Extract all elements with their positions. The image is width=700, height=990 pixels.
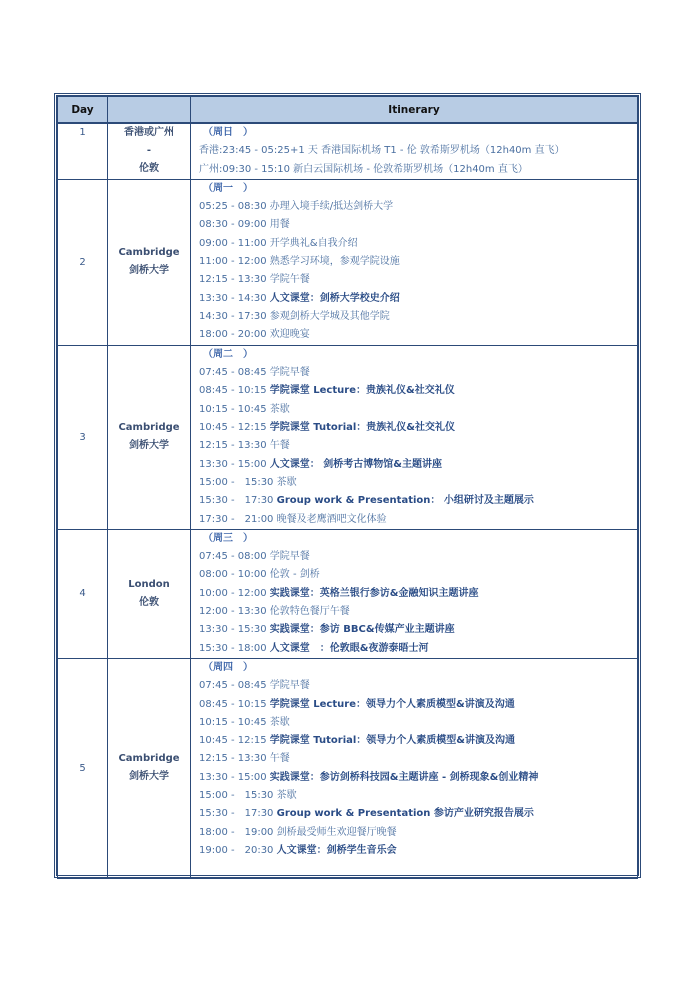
schedule-item	[199, 640, 631, 658]
schedule-time: 08:45 - 10:15	[199, 698, 267, 710]
schedule-time: 08:00 - 10:00	[199, 569, 267, 581]
schedule-item	[199, 271, 631, 289]
schedule-item	[199, 750, 631, 768]
weekday-label: （周三 ）	[203, 532, 253, 544]
schedule-time: 19:00 - 20:30	[199, 844, 274, 856]
schedule-item	[199, 216, 631, 234]
schedule-activity: Group work & Presentation： 小组研讨及主题展示	[276, 495, 534, 507]
schedule-item	[199, 566, 631, 584]
schedule-item	[199, 235, 631, 253]
location-line: 剑桥大学	[129, 265, 169, 277]
schedule-activity: 学院课堂 Tutorial：领导力个人素质模型&讲演及沟通	[269, 735, 516, 747]
day-itinerary	[191, 345, 638, 529]
day-itinerary	[191, 179, 638, 345]
schedule-time: 10:45 - 12:15	[199, 422, 267, 434]
itinerary-table	[57, 96, 638, 879]
schedule-time: 15:00 - 15:30	[199, 476, 274, 488]
schedule-time: 17:30 - 21:00	[199, 513, 274, 525]
schedule-item	[199, 824, 631, 842]
schedule-activity: 茶歇	[276, 790, 297, 802]
schedule-time: 07:45 - 08:45	[199, 680, 267, 692]
schedule-time: 15:00 - 15:30	[199, 790, 274, 802]
schedule-item	[199, 511, 631, 529]
schedule-activity: 学院课堂 Tutorial：贵族礼仪&社交礼仪	[269, 422, 456, 434]
schedule-activity: 办理入境手续/抵达剑桥大学	[269, 201, 394, 213]
schedule-time: 07:45 - 08:00	[199, 551, 267, 563]
schedule-item	[199, 456, 631, 474]
table-row	[58, 345, 638, 529]
location-line: 伦敦	[139, 596, 159, 608]
location-line: 剑桥大学	[129, 440, 169, 452]
schedule-time: 07:45 - 08:45	[199, 367, 267, 379]
schedule-item	[199, 732, 631, 750]
schedule-time: 11:00 - 12:00	[199, 256, 267, 268]
header-place	[108, 97, 191, 124]
day-location	[108, 345, 191, 529]
day-location	[108, 179, 191, 345]
schedule-time: 10:15 - 10:45	[199, 716, 267, 728]
schedule-activity: 伦敦 - 剑桥	[269, 569, 320, 581]
schedule-time: 09:00 - 11:00	[199, 237, 267, 249]
location-line: Cambridge	[118, 753, 180, 765]
schedule-time: 13:30 - 15:00	[199, 458, 267, 470]
header-day: Day	[58, 97, 108, 124]
location-line: -	[146, 145, 152, 157]
schedule-activity: 人文课堂：剑桥学生音乐会	[276, 844, 397, 856]
schedule-item	[199, 364, 631, 382]
schedule-time: 08:30 - 09:00	[199, 219, 267, 231]
schedule-activity: 学院早餐	[269, 367, 310, 379]
schedule-time: 05:25 - 08:30	[199, 201, 267, 213]
schedule-activity: 茶歇	[269, 716, 290, 728]
schedule-item	[199, 677, 631, 695]
schedule-activity: 茶歇	[276, 476, 297, 488]
schedule-time: 广州:09:30 - 15:10	[199, 163, 290, 175]
schedule-activity: 学院早餐	[269, 680, 310, 692]
day-number: 2	[58, 179, 108, 345]
table-row	[58, 658, 638, 878]
location-line: Cambridge	[118, 422, 180, 434]
schedule-time: 香港:23:45 - 05:25+1 天	[199, 145, 318, 157]
schedule-time: 13:30 - 15:30	[199, 624, 267, 636]
schedule-time: 15:30 - 17:30	[199, 808, 274, 820]
schedule-item	[199, 492, 631, 510]
schedule-time: 18:00 - 20:00	[199, 329, 267, 341]
schedule-item	[199, 198, 631, 216]
schedule-activity: 实践课堂：参访剑桥科技园&主题讲座 - 剑桥现象&创业精神	[269, 771, 539, 783]
day-itinerary	[191, 529, 638, 658]
schedule-activity: 熟悉学习环境，参观学院设施	[269, 256, 400, 268]
schedule-item	[199, 437, 631, 455]
schedule-item	[199, 585, 631, 603]
schedule-activity: 学院课堂 Lecture：贵族礼仪&社交礼仪	[269, 385, 455, 397]
weekday-label: （周二 ）	[203, 348, 253, 360]
location-line: 伦敦	[139, 163, 159, 175]
schedule-item	[199, 161, 631, 179]
day-number: 4	[58, 529, 108, 658]
schedule-activity: 人文课堂：剑桥大学校史介绍	[269, 292, 400, 304]
schedule-activity: 学院午餐	[269, 274, 310, 286]
schedule-activity: 学院早餐	[269, 551, 310, 563]
schedule-item	[199, 419, 631, 437]
schedule-time: 13:30 - 14:30	[199, 292, 267, 304]
schedule-activity: 人文课堂 ：伦敦眼&夜游泰晤士河	[269, 642, 429, 654]
schedule-item	[199, 253, 631, 271]
itinerary-table-frame	[54, 93, 641, 878]
schedule-time: 13:30 - 15:00	[199, 771, 267, 783]
day-itinerary	[191, 123, 638, 179]
schedule-time: 15:30 - 18:00	[199, 642, 267, 654]
schedule-item	[199, 474, 631, 492]
location-line: 香港或广州	[124, 127, 174, 139]
schedule-time: 12:00 - 13:30	[199, 606, 267, 618]
weekday-label: （周日 ）	[203, 127, 253, 138]
schedule-activity: 茶歇	[269, 403, 290, 415]
schedule-item	[199, 621, 631, 639]
schedule-activity: Group work & Presentation 参访产业研究报告展示	[276, 808, 534, 820]
schedule-activity: 欢迎晚宴	[269, 329, 310, 341]
schedule-item	[199, 326, 631, 344]
schedule-item	[199, 142, 631, 160]
weekday-label: （周四 ）	[203, 661, 253, 673]
header-itinerary: Itinerary	[191, 97, 638, 124]
schedule-item	[199, 603, 631, 621]
schedule-item	[199, 696, 631, 714]
day-location	[108, 123, 191, 179]
schedule-item	[199, 714, 631, 732]
schedule-time: 14:30 - 17:30	[199, 310, 267, 322]
schedule-activity: 伦敦特色餐厅午餐	[269, 606, 350, 618]
schedule-time: 12:15 - 13:30	[199, 440, 267, 452]
schedule-item	[199, 548, 631, 566]
schedule-item	[199, 842, 631, 860]
schedule-activity: 晚餐及老鹰酒吧文化体验	[276, 513, 387, 525]
day-itinerary	[191, 658, 638, 878]
schedule-time: 10:15 - 10:45	[199, 403, 267, 415]
schedule-activity: 人文课堂： 剑桥考古博物馆&主题讲座	[269, 458, 442, 470]
location-line: London	[128, 578, 170, 590]
day-location	[108, 658, 191, 878]
schedule-item	[199, 290, 631, 308]
schedule-activity: 参观剑桥大学城及其他学院	[269, 310, 390, 322]
schedule-activity: 剑桥最受师生欢迎餐厅晚餐	[276, 826, 397, 838]
day-number: 1	[58, 123, 108, 179]
schedule-time: 12:15 - 13:30	[199, 753, 267, 765]
schedule-item	[199, 787, 631, 805]
schedule-time: 08:45 - 10:15	[199, 385, 267, 397]
schedule-activity: 实践课堂：参访 BBC&传媒产业主题讲座	[269, 624, 455, 636]
schedule-activity: 午餐	[269, 753, 290, 765]
schedule-time: 15:30 - 17:30	[199, 495, 274, 507]
schedule-item	[199, 805, 631, 823]
location-line: Cambridge	[118, 247, 180, 259]
table-row	[58, 529, 638, 658]
day-location	[108, 529, 191, 658]
schedule-activity: 香港国际机场 T1 - 伦 敦希斯罗机场（12h40m 直飞）	[321, 145, 565, 157]
schedule-activity: 开学典礼&自我介绍	[269, 237, 358, 249]
schedule-time: 10:00 - 12:00	[199, 587, 267, 599]
day-number: 5	[58, 658, 108, 878]
schedule-item	[199, 382, 631, 400]
schedule-item	[199, 401, 631, 419]
schedule-activity: 新白云国际机场 - 伦敦希斯罗机场（12h40m 直飞）	[293, 163, 528, 175]
schedule-time: 10:45 - 12:15	[199, 735, 267, 747]
schedule-time: 18:00 - 19:00	[199, 826, 274, 838]
schedule-time: 12:15 - 13:30	[199, 274, 267, 286]
table-row	[58, 123, 638, 179]
schedule-item	[199, 308, 631, 326]
schedule-activity: 午餐	[269, 440, 290, 452]
weekday-label: （周一 ）	[203, 182, 253, 194]
schedule-activity: 用餐	[269, 219, 290, 231]
schedule-activity: 学院课堂 Lecture：领导力个人素质模型&讲演及沟通	[269, 698, 515, 710]
schedule-activity: 实践课堂：英格兰银行参访&金融知识主题讲座	[269, 587, 479, 599]
table-header-row	[58, 97, 638, 124]
table-row	[58, 179, 638, 345]
location-line: 剑桥大学	[129, 771, 169, 783]
schedule-item	[199, 769, 631, 787]
day-number: 3	[58, 345, 108, 529]
